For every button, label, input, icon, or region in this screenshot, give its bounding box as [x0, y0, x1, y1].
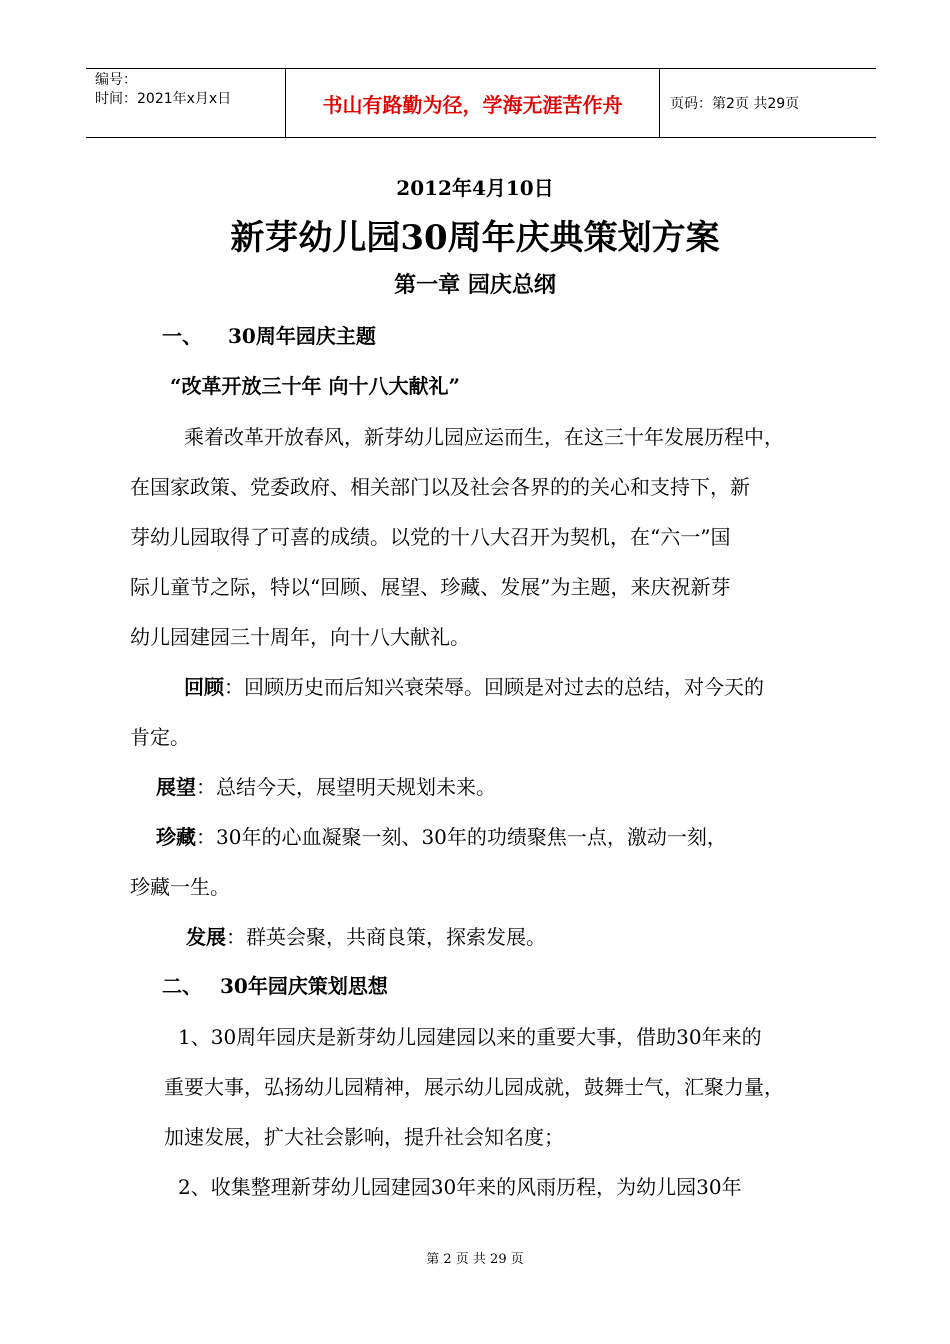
section1-title: 30周年园庆主题: [228, 324, 376, 348]
outlook-label: 展望: [156, 775, 196, 799]
outlook-text: ：总结今天，展望明天规划未来。: [196, 775, 496, 799]
item1-line: 重要大事，弘扬幼儿园精神，展示幼儿园成就，鼓舞士气，汇聚力量，: [164, 1075, 784, 1099]
item1-line: 加速发展，扩大社会影响，提升社会知名度；: [164, 1125, 564, 1149]
document-title: 新芽幼儿园30周年庆典策划方案: [230, 218, 720, 258]
section1-number: 一、: [162, 324, 202, 348]
item1-line: 1、30周年园庆是新芽幼儿园建园以来的重要大事，借助30年来的: [178, 1025, 762, 1049]
page-footer: 第 2 页 共 29 页: [426, 1252, 524, 1267]
outlook-line: [156, 771, 496, 800]
para1-line: 在国家政策、党委政府、相关部门以及社会各界的的关心和支持下，新: [130, 475, 750, 499]
header-meta: [86, 69, 286, 137]
time-label: 时间：2021年x月x日: [95, 91, 232, 107]
theme-quote: “改革开放三十年 向十八大献礼”: [170, 374, 460, 398]
chapter-heading: 第一章 园庆总纲: [394, 272, 556, 298]
para1-line: 乘着改革开放春风，新芽幼儿园应运而生，在这三十年发展历程中，: [184, 425, 784, 449]
develop-line: [186, 921, 546, 950]
treasure-line: [156, 821, 727, 850]
review-text: ：回顾历史而后知兴衰荣辱。回顾是对过去的总结，对今天的: [224, 675, 764, 699]
section2-title: 30年园庆策划思想: [220, 974, 388, 998]
document-date: 2012年4月10日: [396, 176, 554, 200]
para1-line: 芽幼儿园取得了可喜的成绩。以党的十八大召开为契机，在“六一”国: [130, 525, 731, 549]
treasure-text: ：30年的心血凝聚一刻、30年的功绩聚焦一点，激动一刻，: [196, 825, 727, 849]
header-page-info: 页码：第2页 共29页: [670, 96, 800, 112]
review-text-cont: 肯定。: [130, 725, 190, 749]
review-label: 回顾: [184, 675, 224, 699]
section2-number: 二、: [162, 974, 202, 998]
develop-text: ：群英会聚，共商良策，探索发展。: [226, 925, 546, 949]
treasure-label: 珍藏: [156, 825, 196, 849]
treasure-text-cont: 珍藏一生。: [130, 875, 230, 899]
para1-line: 幼儿园建园三十周年，向十八大献礼。: [130, 625, 470, 649]
page-header: [86, 68, 876, 138]
review-line: [184, 671, 764, 700]
para1-line: 际儿童节之际，特以“回顾、展望、珍藏、发展”为主题，来庆祝新芽: [130, 575, 731, 599]
develop-label: 发展: [186, 925, 226, 949]
number-label: 编号：: [95, 72, 137, 88]
item2-line: 2、收集整理新芽幼儿园建园30年来的风雨历程，为幼儿园30年: [178, 1175, 742, 1199]
header-motto: 书山有路勤为径，学海无涯苦作舟: [286, 69, 660, 137]
